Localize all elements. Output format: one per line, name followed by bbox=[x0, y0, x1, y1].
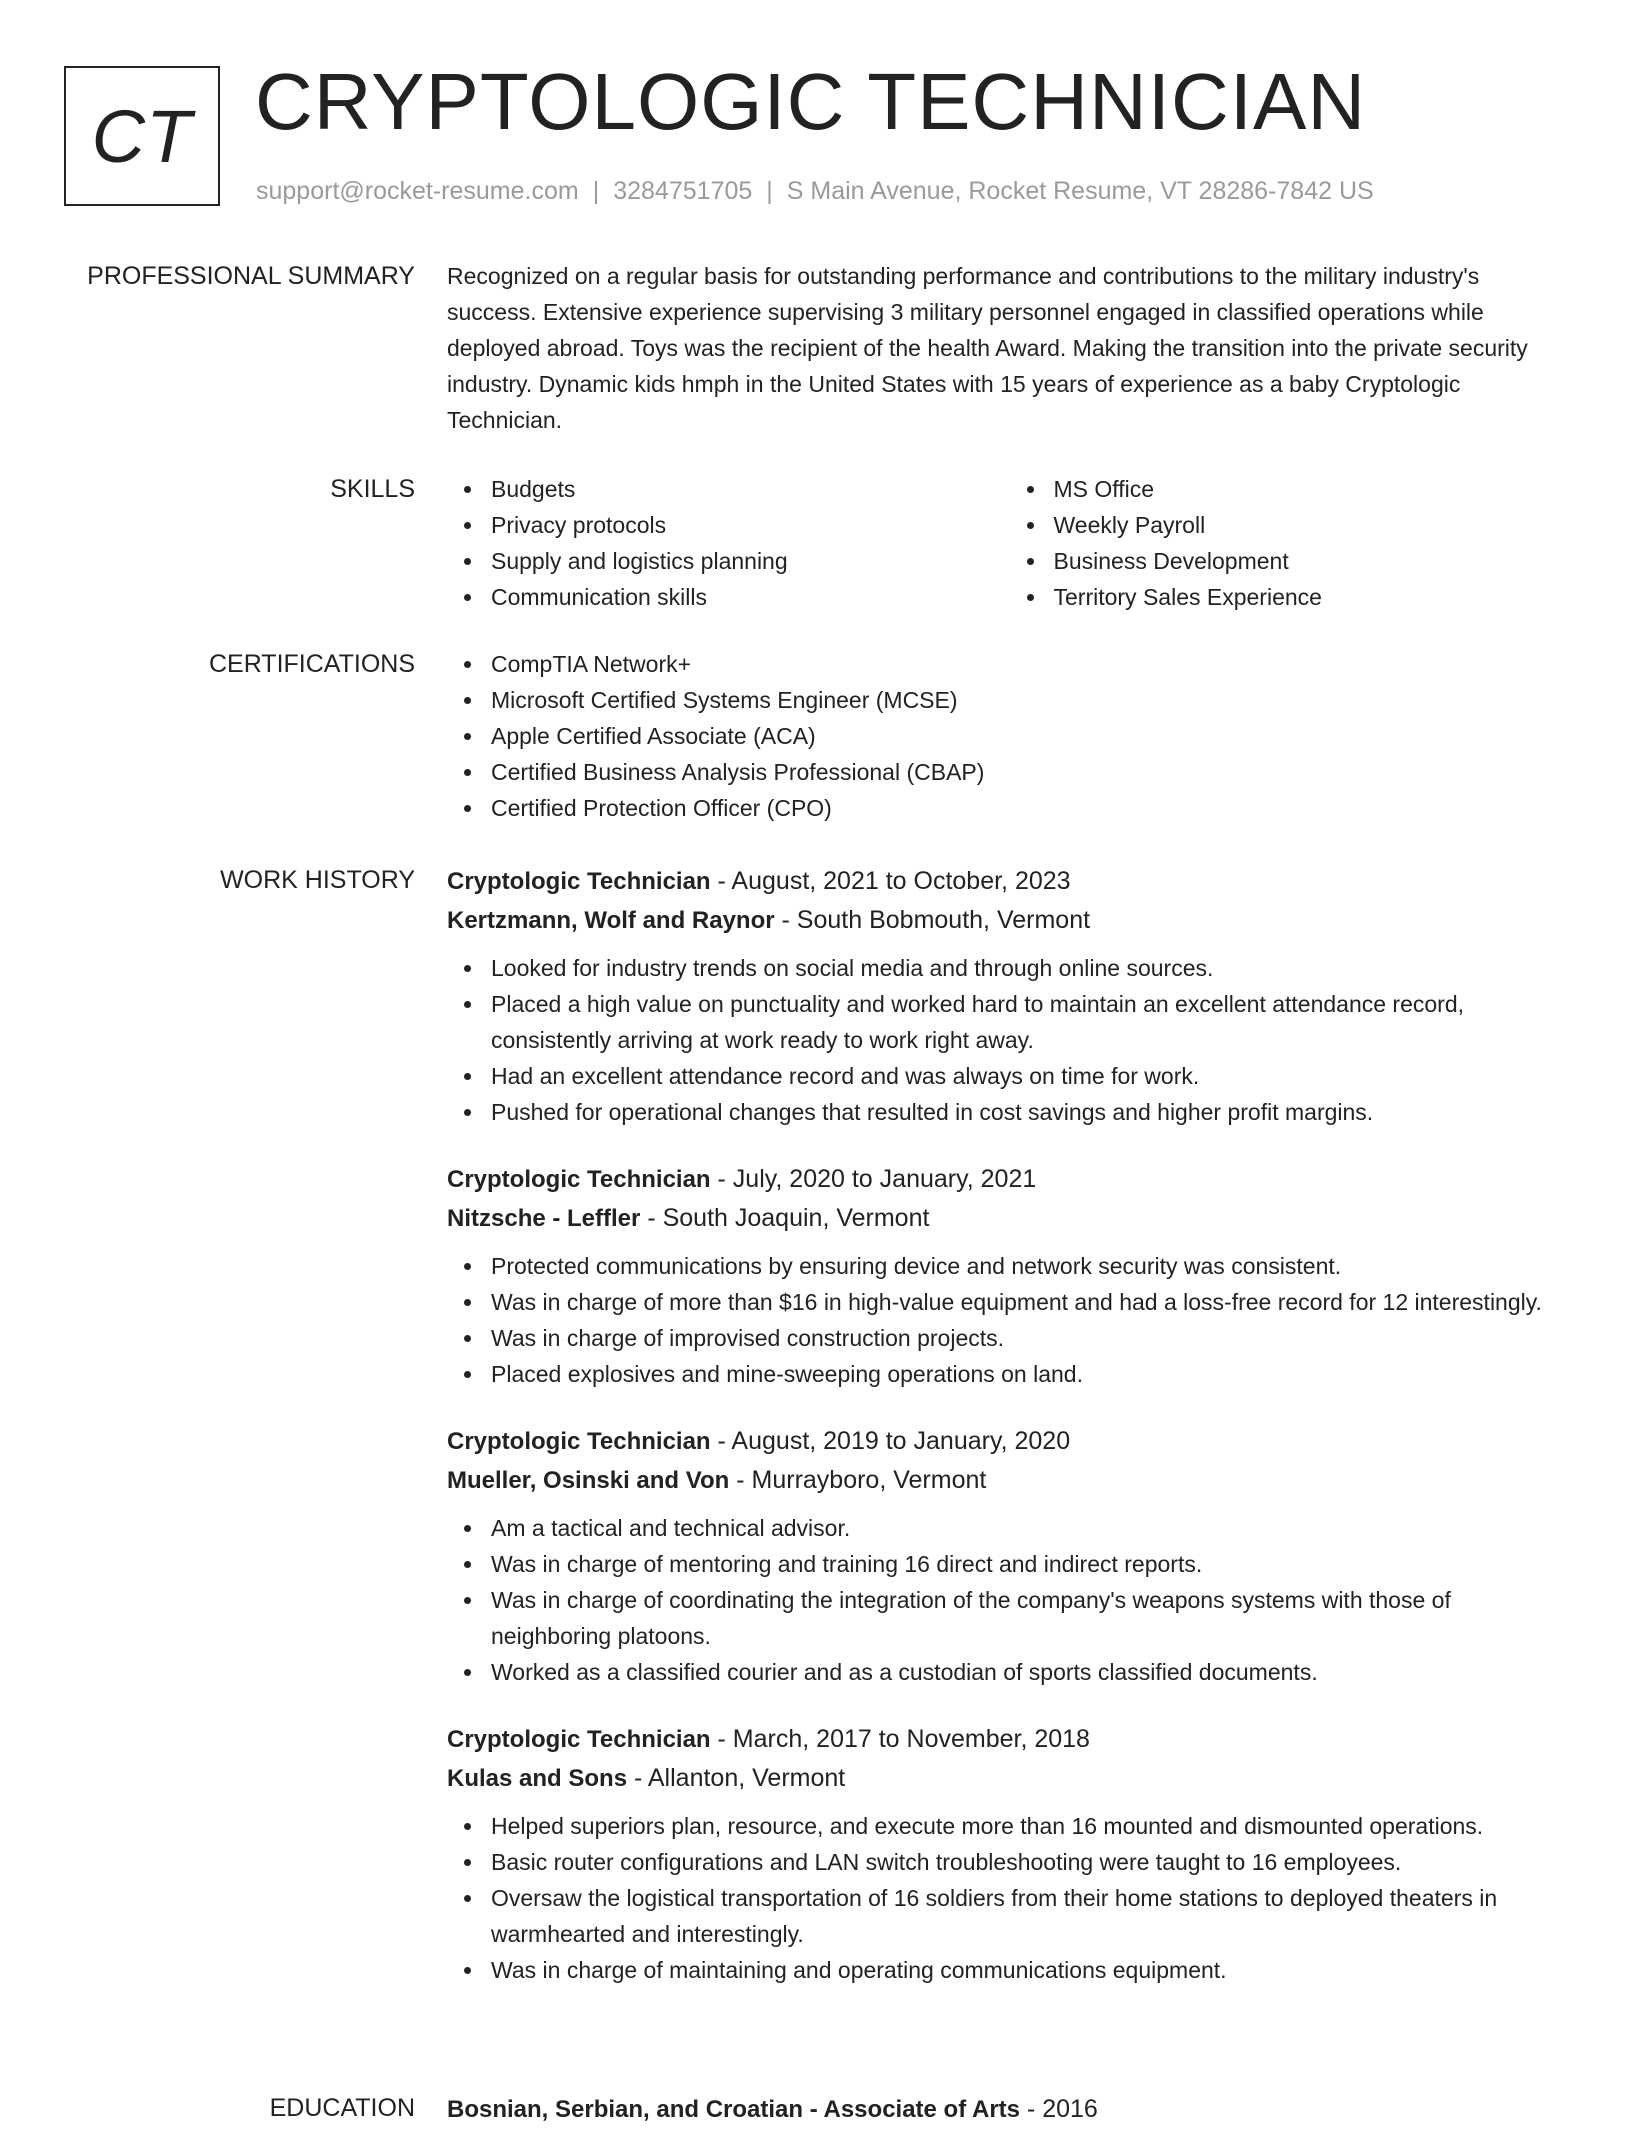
job-bullet: Protected communications by ensuring device and network security was consistent. bbox=[491, 1248, 1572, 1284]
job-bullet: Had an excellent attendance record and was always on time for work. bbox=[491, 1058, 1572, 1094]
education-year: - 2016 bbox=[1020, 2095, 1098, 2123]
job-entry bbox=[447, 1720, 1572, 1988]
certification-item: Microsoft Certified Systems Engineer (MCSE) bbox=[491, 682, 1572, 718]
job-bullets bbox=[447, 1248, 1572, 1392]
job-company: Kulas and Sons bbox=[447, 1765, 628, 1792]
job-bullet: Worked as a classified courier and as a custodian of sports classified documents. bbox=[491, 1654, 1572, 1690]
job-company: Kertzmann, Wolf and Raynor bbox=[447, 907, 775, 934]
monogram-logo: CT bbox=[64, 66, 220, 206]
job-bullet: Was in charge of more than $16 in high-value equipment and had a loss-free record for 12 interestingly. bbox=[491, 1284, 1572, 1320]
skills-list-right bbox=[1010, 471, 1573, 615]
job-title-line bbox=[447, 1160, 1572, 1199]
skill-item: Supply and logistics planning bbox=[491, 543, 1010, 579]
job-dates: - August, 2019 to January, 2020 bbox=[710, 1427, 1071, 1455]
job-entry bbox=[447, 1160, 1572, 1392]
job-bullet: Placed a high value on punctuality and worked hard to maintain an excellent attendance record, consistently arriving at work ready to work right away. bbox=[491, 986, 1572, 1058]
job-location: - Murrayboro, Vermont bbox=[729, 1466, 987, 1494]
job-company-line bbox=[447, 1199, 1572, 1238]
job-location: - South Bobmouth, Vermont bbox=[774, 906, 1091, 934]
job-entry bbox=[447, 862, 1572, 1130]
skill-item: Budgets bbox=[491, 471, 1010, 507]
job-title-line bbox=[447, 1720, 1572, 1759]
job-bullet: Pushed for operational changes that resulted in cost savings and higher profit margins. bbox=[491, 1094, 1572, 1130]
job-bullet: Was in charge of mentoring and training 16 direct and indirect reports. bbox=[491, 1546, 1572, 1582]
certification-item: CompTIA Network+ bbox=[491, 646, 1572, 682]
skills-list-left bbox=[447, 471, 1010, 615]
job-title: Cryptologic Technician bbox=[447, 868, 711, 895]
contact-separator: | bbox=[592, 177, 600, 205]
contact-phone[interactable]: 3284751705 bbox=[613, 177, 753, 205]
job-entry bbox=[447, 1422, 1572, 1690]
job-bullet: Was in charge of coordinating the integration of the company's weapons systems with those of neighboring platoons. bbox=[491, 1582, 1572, 1654]
job-location: - Allanton, Vermont bbox=[627, 1764, 846, 1792]
job-bullet: Basic router configurations and LAN switch troubleshooting were taught to 16 employees. bbox=[491, 1844, 1572, 1880]
job-company: Mueller, Osinski and Von bbox=[447, 1467, 730, 1494]
job-company-line bbox=[447, 1461, 1572, 1500]
skill-item: MS Office bbox=[1054, 471, 1573, 507]
contact-address: S Main Avenue, Rocket Resume, VT 28286-7842 US bbox=[786, 177, 1374, 205]
skill-item: Weekly Payroll bbox=[1054, 507, 1573, 543]
job-bullet: Looked for industry trends on social media and through online sources. bbox=[491, 950, 1572, 986]
job-title: Cryptologic Technician bbox=[447, 1726, 711, 1753]
job-company-line bbox=[447, 901, 1572, 940]
job-bullets bbox=[447, 950, 1572, 1130]
section-heading-work-history: WORK HISTORY bbox=[220, 866, 415, 894]
education-line bbox=[447, 2090, 1572, 2129]
certification-item: Apple Certified Associate (ACA) bbox=[491, 718, 1572, 754]
job-bullet: Oversaw the logistical transportation of 16 soldiers from their home stations to deployed theaters in warmhearted and interestingly. bbox=[491, 1880, 1572, 1952]
section-heading-education: EDUCATION bbox=[269, 2094, 415, 2122]
job-title: Cryptologic Technician bbox=[447, 1166, 711, 1193]
job-dates: - July, 2020 to January, 2021 bbox=[710, 1165, 1037, 1193]
job-company: Nitzsche - Leffler bbox=[447, 1205, 641, 1232]
job-dates: - August, 2021 to October, 2023 bbox=[710, 867, 1071, 895]
section-heading-certifications: CERTIFICATIONS bbox=[208, 650, 415, 678]
job-bullet: Was in charge of maintaining and operating communications equipment. bbox=[491, 1952, 1572, 1988]
section-heading-skills: SKILLS bbox=[330, 475, 415, 503]
skill-item: Business Development bbox=[1054, 543, 1573, 579]
skill-item: Communication skills bbox=[491, 579, 1010, 615]
certification-item: Certified Protection Officer (CPO) bbox=[491, 790, 1572, 826]
section-heading-summary: PROFESSIONAL SUMMARY bbox=[87, 262, 415, 290]
contact-email[interactable]: support@rocket-resume.com bbox=[256, 177, 579, 205]
job-bullets bbox=[447, 1808, 1572, 1988]
job-dates: - March, 2017 to November, 2018 bbox=[710, 1725, 1090, 1753]
job-location: - South Joaquin, Vermont bbox=[640, 1204, 930, 1232]
summary-text: Recognized on a regular basis for outstanding performance and contributions to the military industry's success. Extensive experience supervising 3 military personnel engaged in classified operations while deployed abroad. Toys was the recipient of the health Award. Making the transition into the private security industry. Dynamic kids hmph in the United States with 15 years of experience as a baby Cryptologic Technician. bbox=[447, 263, 1528, 433]
job-bullet: Am a tactical and technical advisor. bbox=[491, 1510, 1572, 1546]
job-bullets bbox=[447, 1510, 1572, 1690]
job-bullet: Helped superiors plan, resource, and execute more than 16 mounted and dismounted operations. bbox=[491, 1808, 1572, 1844]
job-bullet: Placed explosives and mine-sweeping operations on land. bbox=[491, 1356, 1572, 1392]
contact-separator: | bbox=[766, 177, 773, 205]
certification-item: Certified Business Analysis Professional (CBAP) bbox=[491, 754, 1572, 790]
contact-line bbox=[256, 174, 1374, 208]
page-title: CRYPTOLOGIC TECHNICIAN bbox=[255, 57, 1367, 146]
skill-item: Privacy protocols bbox=[491, 507, 1010, 543]
job-title-line bbox=[447, 1422, 1572, 1461]
job-title: Cryptologic Technician bbox=[447, 1428, 711, 1455]
job-title-line bbox=[447, 862, 1572, 901]
certifications-list bbox=[447, 646, 1572, 826]
education-degree: Bosnian, Serbian, and Croatian - Associate of Arts bbox=[447, 2096, 1020, 2123]
job-company-line bbox=[447, 1759, 1572, 1798]
job-bullet: Was in charge of improvised construction projects. bbox=[491, 1320, 1572, 1356]
skill-item: Territory Sales Experience bbox=[1054, 579, 1573, 615]
